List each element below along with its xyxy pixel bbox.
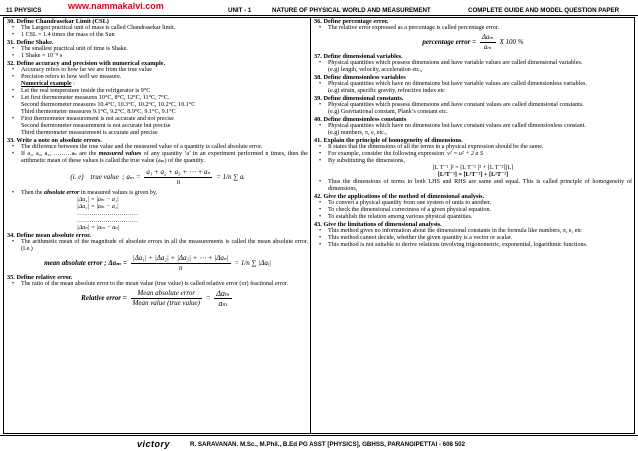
relative-error-formula: Relative error = Mean absolute error Mean value (true value) = Δaₘ aₘ — [81, 289, 230, 308]
right-column — [314, 18, 632, 249]
q33-point: • The difference between the true value and the measured value of a quantity is called absolute error. — [7, 144, 308, 151]
q32-point: • Let first thermometer measures 10°C, 8°C, 12°C, 11°C, 7°C. — [7, 95, 308, 102]
header-subject: 11 PHYSICS — [6, 7, 42, 14]
q42-title: 42. Give the applications of the method of dimensional analysis. — [314, 193, 485, 200]
q40-point: • Physical quantities which have no dimensions but have constant values are called dimensionless constant. — [314, 123, 632, 130]
q32-title: 32. Define accuracy and precision with numerical example. — [7, 60, 166, 67]
q38-point: • Physical quantities which have no dimensions but have variable values are called dimensionless variables. — [314, 81, 632, 88]
q34-title: 34. Define mean absolute error. — [7, 232, 91, 239]
q35-title: 35. Define relative error. — [7, 274, 73, 281]
q41-point: • It states that the dimensions of all the terms in a physical expression should be the same. — [314, 144, 632, 151]
q32-line: Second thermometer measures 10.4°C, 10.3°C, 10.2°C, 10.2°C, 10.1°C — [21, 102, 196, 108]
q43-title: 43. Give the limitations of dimensional analysis. — [314, 221, 442, 228]
error-eq: ………………………… — [77, 218, 138, 224]
q32-example-heading: Numerical example : — [21, 81, 75, 87]
q40-title: 40. Define dimensionless constants — [314, 116, 407, 123]
q33-point: • If a₁, a₂, a₃, ………aₙ are the measured values of any quantity ‘a’ in an experiment performed n times, then the arithmetic mean of these values is called the true value (aₘ) of the quantity. — [7, 151, 308, 165]
q39-title: 39. Define dimensional constants. — [314, 95, 404, 102]
q37-point: • Physical quantities which possess dimensions and have variable values are called dimensional variables. — [314, 60, 632, 67]
q30-title: 30. Define Chandrasekar Limit (CSL) — [7, 18, 109, 25]
q34-point: • The arithmetic mean of the magnitude of absolute errors in all the measurements is called the mean absolute error. (I.e.) — [7, 239, 308, 253]
error-eq: |Δa₁| = |aₘ − a₁| — [77, 197, 119, 203]
error-eq: ………………………… — [77, 211, 138, 217]
q32-point: • First thermometer measurement is not accurate and not precise — [7, 116, 308, 123]
q38-title: 38. Define dimensionless variables — [314, 74, 406, 81]
q31-title: 31. Define Shake. — [7, 39, 54, 46]
error-eq: |Δaₙ| = |aₘ − aₙ| — [77, 225, 120, 231]
q43-point: • This method cannot decide, whether the given quantity is a vector or scalar. — [314, 235, 632, 242]
q41-point: • Thus the dimensions of terms in both LHS and RHS are same and equal. This is called principle of homogeneity of dimensions, — [314, 179, 632, 193]
column-divider — [310, 17, 311, 434]
q42-point: • To establish the relation among various physical quantities. — [314, 214, 632, 221]
q33-point: • Then the absolute error in measured values is given by, — [7, 190, 308, 197]
q36-title: 36. Define percentage error. — [314, 18, 389, 25]
error-eq: |Δa₂| = |aₘ − a₂| — [77, 204, 119, 210]
mean-abs-error-formula: mean absolute error ; Δaₘ = |Δa₁| + |Δa₂| + |Δa₃| + ⋯ + |Δaₙ| n = 1/n ∑ |Δaᵢ| — [44, 254, 271, 272]
left-column — [7, 18, 308, 309]
q32-line: Third thermometer measures 9.1°C, 9.2°C, 8.9°C, 9.1°C, 9.1°C — [21, 109, 176, 115]
q39-example: (e.g) Gravitational constant, Plank’s constant etc. — [328, 109, 448, 115]
dimension-eq: [L²T⁻²] = [L²T⁻²] + [L²T⁻²] — [437, 172, 509, 178]
q32-point: • Precision refers to how well we measure. — [7, 74, 308, 81]
q42-point: • To check the dimensional correctness of a given physical equation. — [314, 207, 632, 214]
q36-point: • The relative error expressed as a percentage is called percentage error. — [314, 25, 632, 32]
q30-point: • The Largest practical unit of mass is called Chandrasekar limit. — [7, 25, 308, 32]
q31-point: • The smallest practical unit of time is Shake. — [7, 46, 308, 53]
q41-point: • By substituting the dimensions, — [314, 158, 632, 165]
dimension-eq: [L T⁻¹ ]² = [L T⁻¹ ]² + [L T⁻²][L] — [432, 165, 514, 171]
q32-line: Second thermometer measurement is not accurate but precise — [21, 123, 171, 129]
site-watermark[interactable]: www.nammakalvi.com — [68, 1, 164, 11]
q37-example: (e.g) length, velocity, acceleration etc., — [328, 67, 423, 73]
victory-logo: victory — [137, 439, 171, 449]
q31-point: • 1 Shake = 10⁻⁸ s — [7, 53, 308, 60]
q40-example: (e.g) numbers, π, e, etc., — [328, 130, 387, 136]
q41-point: • For example, consider the following expression v² = u² + 2 a S — [314, 151, 632, 158]
q43-point: • This method is not suitable to derive relations involving trigonometric, exponential, logarithmic functions. — [314, 242, 632, 249]
q32-point: • Let the real temperature inside the refrigerator is 9°C — [7, 88, 308, 95]
q32-point: • Accuracy refers to how far we are from the true value — [7, 67, 308, 74]
q43-point: • This method gives no information about the dimensional constants in the formula like numbers, π, e, etc — [314, 228, 632, 235]
q38-example: (e.g) strain, specific gravity, refractive index etc — [328, 88, 445, 94]
q39-point: • Physical quantities which possess dimensions and have constant values are called dimensional constants. — [314, 102, 632, 109]
q30-point: • 1 CSL = 1.4 times the mass of the Sun — [7, 32, 308, 39]
percentage-error-formula: percentage error = Δaₘ aₘ X 100 % — [422, 33, 524, 51]
author-credit: R. SARAVANAN. M.Sc., M.Phil., B.Ed PG ASST [PHYSICS], GBHSS, PARANGIPETTAI - 608 502 — [190, 441, 466, 448]
q42-point: • To convert a physical quantity from one system of units to another. — [314, 200, 632, 207]
header-unit: UNIT - 1 — [228, 7, 252, 14]
true-value-formula: (i. e) true value ; aₘ = $\frac{\text{a₁ + a₂ + a₃ + ⋯ + aₙ}}{n}$ = 1/n ∑ aᵢ — [70, 168, 245, 186]
page-footer — [0, 435, 638, 451]
q32-line: Third thermometer measurement is accurate and precise — [21, 130, 158, 136]
q37-title: 37. Define dimensional variables. — [314, 53, 403, 60]
q33-title: 33. Write a note on absolute errors. — [7, 137, 102, 144]
q41-title: 41. Explain the principle of homogeneity of dimensions. — [314, 137, 463, 144]
q35-point: • The ratio of the mean absolute error to the mean value (true value) is called relative error (or) fractional error. — [7, 281, 308, 288]
header-right: COMPLETE GUIDE AND MODEL QUESTION PAPER — [468, 7, 620, 14]
header-topic: NATURE OF PHYSICAL WORLD AND MEASUREMENT — [272, 7, 431, 14]
